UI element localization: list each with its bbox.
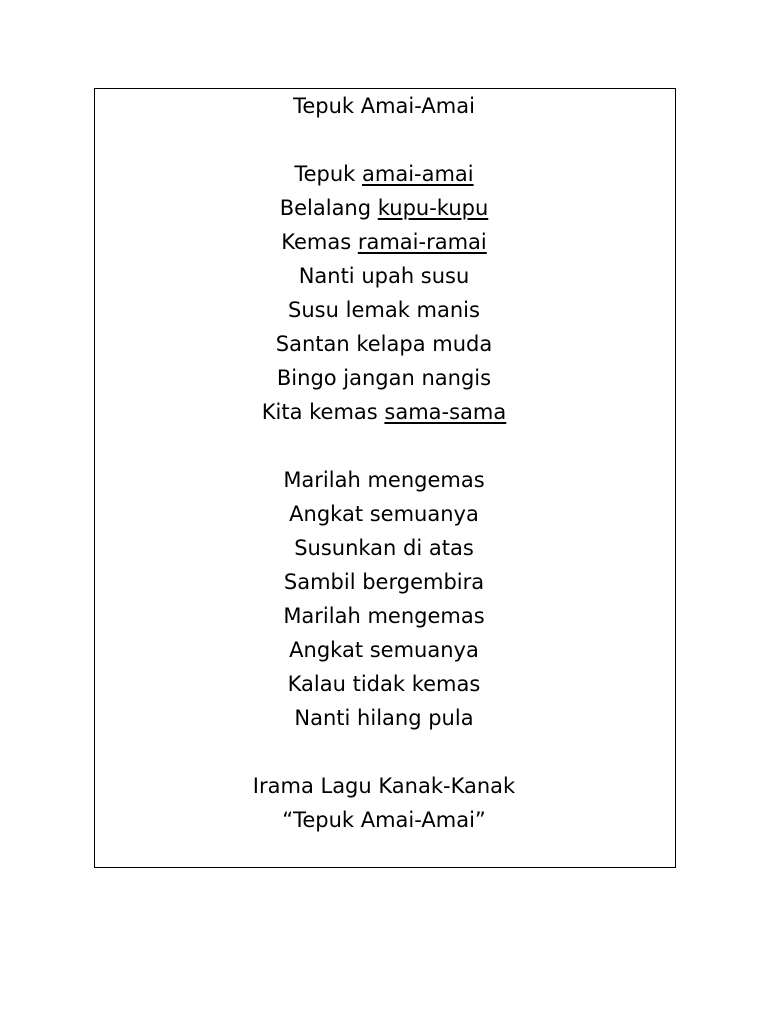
underlined-word: ramai-ramai [357, 230, 487, 254]
stanza-1-line: Kemas ramai-ramai [281, 230, 487, 254]
stanza-1-line: Nanti upah susu [298, 264, 470, 288]
stanza-1-line: Belalang kupu-kupu [279, 196, 489, 220]
footer-song-title: “Tepuk Amai-Amai” [282, 808, 486, 832]
stanza-2-line: Susunkan di atas [294, 536, 474, 560]
underlined-word: kupu-kupu [377, 196, 489, 220]
stanza-gap [0, 123, 768, 157]
underlined-word: amai-amai [362, 162, 474, 186]
poem-title: Tepuk Amai-Amai [293, 94, 475, 118]
stanza-2-line: Kalau tidak kemas [287, 672, 481, 696]
stanza-gap [0, 429, 768, 463]
poem [0, 89, 768, 837]
stanza-1-line: Susu lemak manis [288, 298, 480, 322]
stanza-1 [0, 157, 768, 429]
stanza-2-line: Marilah mengemas [283, 468, 485, 492]
stanza-2-line: Nanti hilang pula [294, 706, 474, 730]
stanza-1-line: Bingo jangan nangis [276, 366, 492, 390]
stanza-gap [0, 735, 768, 769]
stanza-2-line: Sambil bergembira [283, 570, 485, 594]
stanza-1-line: Santan kelapa muda [275, 332, 493, 356]
stanza-1-line: Kita kemas sama-sama [261, 400, 507, 424]
stanza-2-line: Marilah mengemas [283, 604, 485, 628]
stanza-1-line: Tepuk amai-amai [294, 162, 474, 186]
stanza-2 [0, 463, 768, 735]
footer-melody-label: Irama Lagu Kanak-Kanak [252, 774, 516, 798]
stanza-2-line: Angkat semuanya [289, 502, 479, 526]
underlined-word: sama-sama [384, 400, 507, 424]
stanza-2-line: Angkat semuanya [289, 638, 479, 662]
